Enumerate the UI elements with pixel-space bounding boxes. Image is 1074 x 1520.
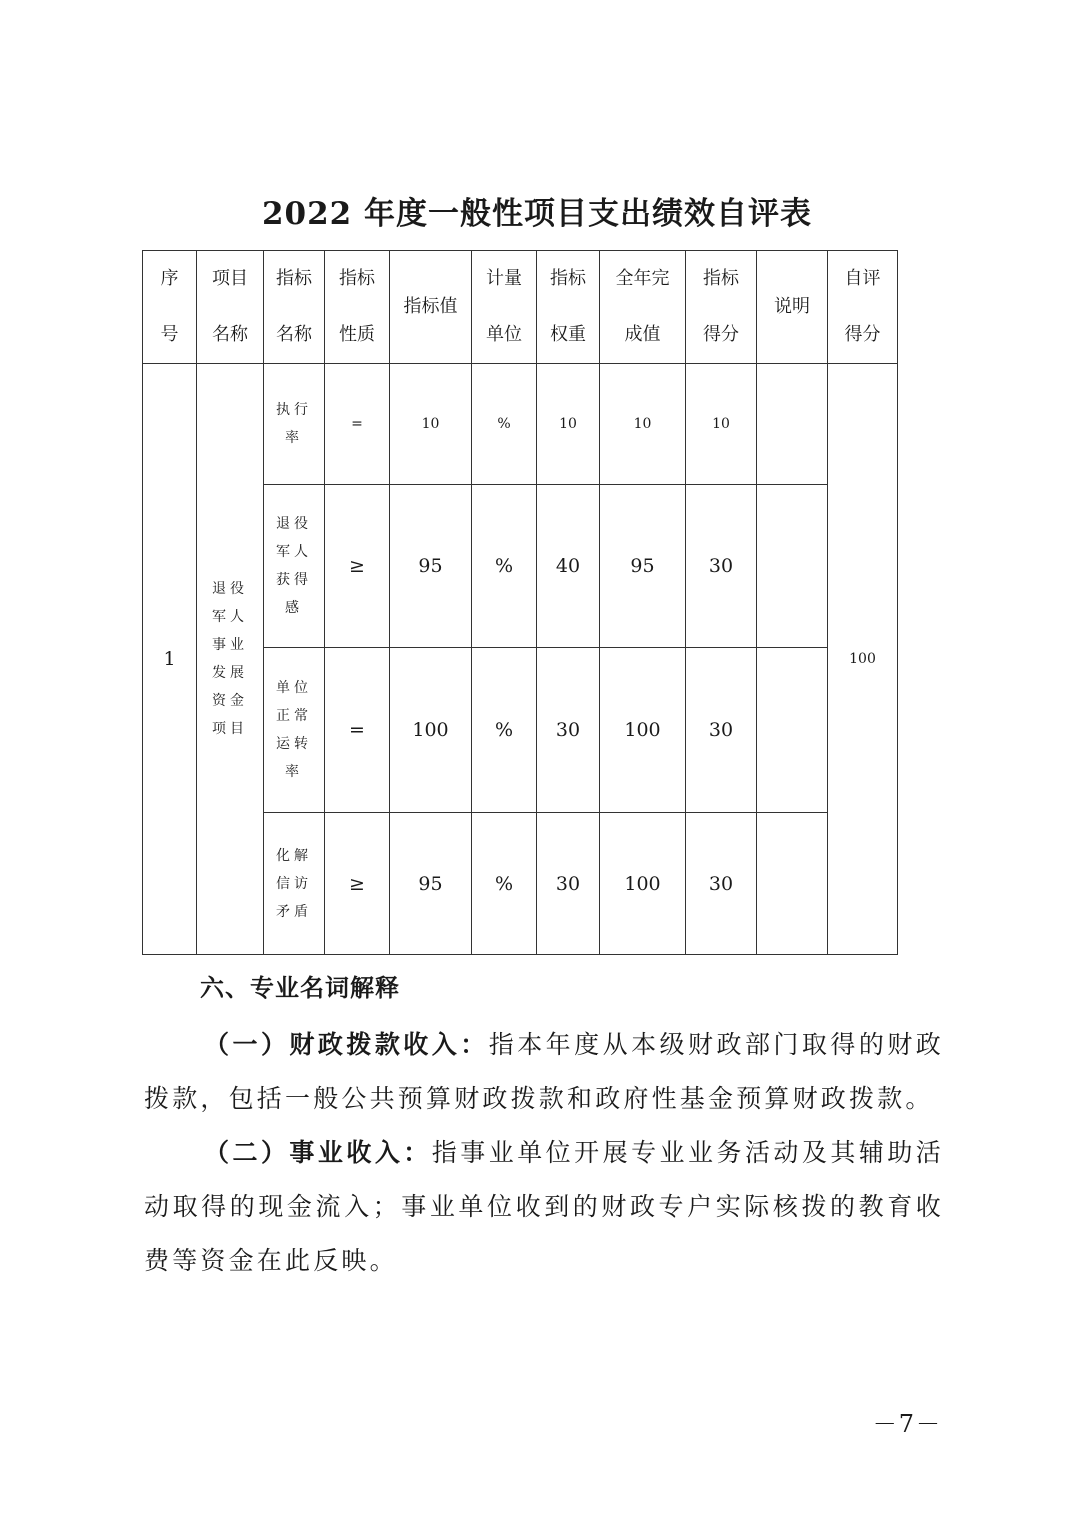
note-cell xyxy=(757,485,828,648)
table-header-row xyxy=(143,251,898,364)
header-project-name: 项目 名称 xyxy=(197,251,264,364)
weight-cell: 30 xyxy=(537,648,600,813)
indicator-value-cell: 95 xyxy=(390,485,472,648)
unit-cell: % xyxy=(472,364,537,485)
indicator-nature-cell: ≥ xyxy=(325,813,390,955)
definition-term: （二）事业收入： xyxy=(204,1138,432,1167)
indicator-value-cell: 95 xyxy=(390,813,472,955)
project-name-cell: 退役军人事业发展资金项目 xyxy=(197,364,264,955)
self-score-cell: 100 xyxy=(828,364,898,955)
note-cell xyxy=(757,364,828,485)
indicator-nature-cell: ≥ xyxy=(325,485,390,648)
definition-text: 指事业单位开展专业业务活动及其辅助活动取得的现金流入；事业单位收到的财政专户实际核拨的教育收费等资金在此反映。 xyxy=(144,1138,944,1275)
header-indicator-name: 指标 名称 xyxy=(264,251,325,364)
header-weight: 指标 权重 xyxy=(537,251,600,364)
page-number: －7－ xyxy=(872,1410,942,1438)
weight-cell: 30 xyxy=(537,813,600,955)
definition-paragraph xyxy=(144,1126,944,1288)
indicator-name-cell: 退役军人获得感 xyxy=(264,485,325,648)
indicator-nature-cell: = xyxy=(325,364,390,485)
header-self-score: 自评 得分 xyxy=(828,251,898,364)
header-indicator-value: 指标值 xyxy=(390,251,472,364)
weight-cell: 40 xyxy=(537,485,600,648)
score-cell: 30 xyxy=(686,648,757,813)
indicator-value-cell: 100 xyxy=(390,648,472,813)
indicator-name-cell: 单位正常运转率 xyxy=(264,648,325,813)
page-title: 2022 年度一般性项目支出绩效自评表 xyxy=(261,196,813,232)
header-score: 指标 得分 xyxy=(686,251,757,364)
indicator-name-cell: 执行率 xyxy=(264,364,325,485)
note-cell xyxy=(757,648,828,813)
seq-cell: 1 xyxy=(143,364,197,955)
header-seq: 序 号 xyxy=(143,251,197,364)
definition-paragraph xyxy=(144,1018,944,1126)
actual-cell: 100 xyxy=(600,648,686,813)
indicator-nature-cell: = xyxy=(325,648,390,813)
actual-cell: 100 xyxy=(600,813,686,955)
header-actual: 全年完 成值 xyxy=(600,251,686,364)
section-heading: 六、专业名词解释 xyxy=(200,974,400,1002)
unit-cell: % xyxy=(472,648,537,813)
header-indicator-nature: 指标 性质 xyxy=(325,251,390,364)
actual-cell: 95 xyxy=(600,485,686,648)
actual-cell: 10 xyxy=(600,364,686,485)
indicator-value-cell: 10 xyxy=(390,364,472,485)
unit-cell: % xyxy=(472,813,537,955)
header-note: 说明 xyxy=(757,251,828,364)
table-row xyxy=(143,364,898,485)
header-unit: 计量 单位 xyxy=(472,251,537,364)
definition-term: （一）财政拨款收入： xyxy=(204,1030,489,1059)
score-cell: 30 xyxy=(686,485,757,648)
definition-text: 指本年度从本级财政部门取得的财政拨款，包括一般公共预算财政拨款和政府性基金预算财政拨款。 xyxy=(144,1030,944,1113)
score-cell: 30 xyxy=(686,813,757,955)
weight-cell: 10 xyxy=(537,364,600,485)
performance-table xyxy=(142,250,898,955)
indicator-name-cell: 化解信访矛盾 xyxy=(264,813,325,955)
note-cell xyxy=(757,813,828,955)
score-cell: 10 xyxy=(686,364,757,485)
unit-cell: % xyxy=(472,485,537,648)
